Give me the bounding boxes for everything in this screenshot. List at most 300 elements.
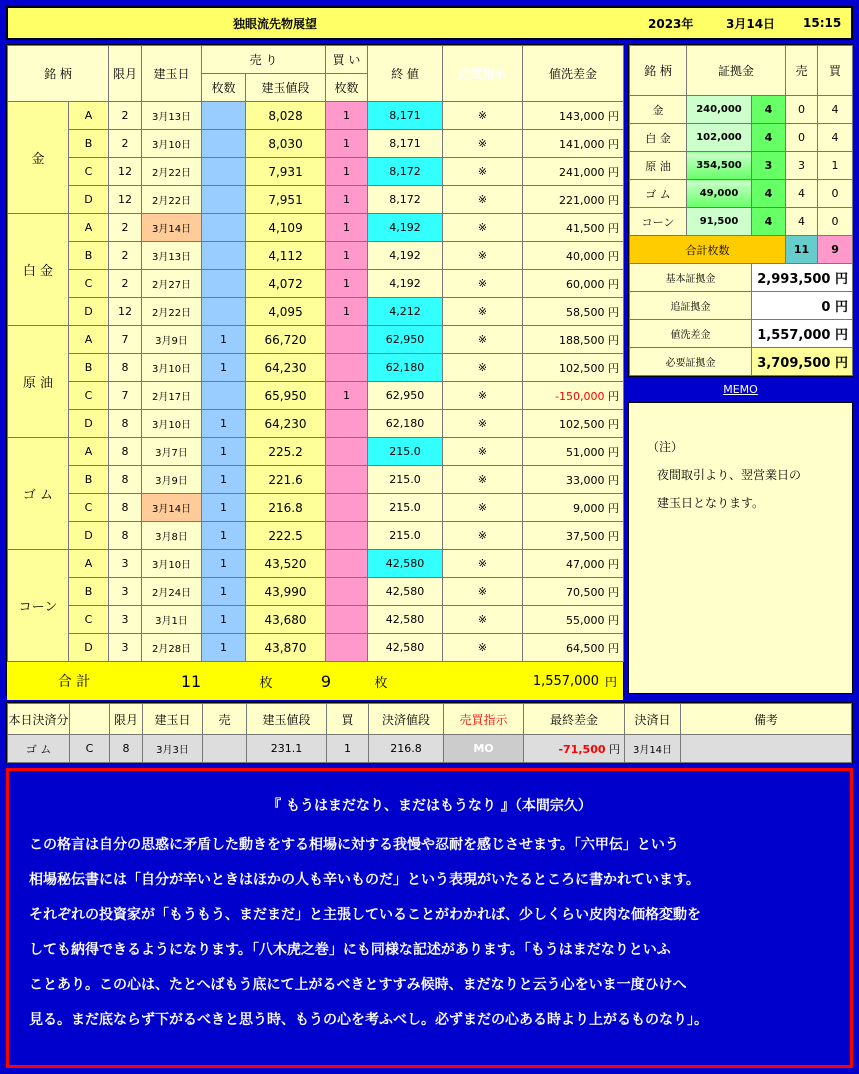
margin-header-meigara: 銘 柄 <box>630 46 687 96</box>
row-month: 12 <box>109 158 142 186</box>
row-diff: 143,000 <box>559 109 605 123</box>
row-close: 8,172 <box>368 158 443 186</box>
position-row <box>8 578 624 606</box>
settle-h-blank <box>70 704 110 735</box>
row-sell-qty <box>202 102 246 130</box>
row-instr: ※ <box>443 186 523 214</box>
row-key: D <box>69 522 109 550</box>
row-yen: 円 <box>608 529 620 543</box>
row-price: 4,072 <box>246 270 326 298</box>
row-key: A <box>69 214 109 242</box>
row-yen: 円 <box>608 417 620 431</box>
commodity-name: 金 <box>8 102 69 214</box>
row-price: 8,028 <box>246 102 326 130</box>
margin-sell: 3 <box>786 152 818 180</box>
row-buy-qty: 1 <box>326 186 368 214</box>
row-diff: 40,000 <box>566 249 605 263</box>
settlement-panel <box>6 702 853 763</box>
row-diff: 60,000 <box>566 277 605 291</box>
row-sell-qty: 1 <box>202 550 246 578</box>
margin-row <box>630 124 853 152</box>
row-buy-qty <box>326 634 368 662</box>
margin-header-uri: 売 <box>786 46 818 96</box>
row-diff: 47,000 <box>566 557 605 571</box>
margin-buy: 0 <box>818 208 853 236</box>
row-close: 215.0 <box>368 438 443 466</box>
position-row <box>8 130 624 158</box>
row-instr: ※ <box>443 550 523 578</box>
row-month: 2 <box>109 242 142 270</box>
margin-total-sell: 11 <box>786 236 818 264</box>
row-key: B <box>69 242 109 270</box>
row-diff: 188,500 <box>559 333 605 347</box>
row-buy-qty: 1 <box>326 214 368 242</box>
row-sell-qty: 1 <box>202 326 246 354</box>
row-diff: 141,000 <box>559 137 605 151</box>
row-date: 3月10日 <box>142 550 202 578</box>
position-row <box>8 410 624 438</box>
row-instr: ※ <box>443 270 523 298</box>
row-diff: 102,500 <box>559 361 605 375</box>
row-price: 43,520 <box>246 550 326 578</box>
margin-table <box>629 45 853 376</box>
margin-amount: 354,500 <box>687 152 752 180</box>
row-date: 3月13日 <box>142 242 202 270</box>
row-close: 42,580 <box>368 550 443 578</box>
row-instr: ※ <box>443 578 523 606</box>
position-row <box>8 298 624 326</box>
summary-value: 3,709,500 <box>757 356 831 371</box>
margin-total-buy: 9 <box>818 236 853 264</box>
row-price: 66,720 <box>246 326 326 354</box>
margin-buy: 4 <box>818 96 853 124</box>
row-key: B <box>69 354 109 382</box>
margin-header-shoko: 証拠金 <box>687 46 786 96</box>
row-close: 62,950 <box>368 382 443 410</box>
row-date: 3月14日 <box>142 214 202 242</box>
row-buy-qty <box>326 522 368 550</box>
margin-qty: 4 <box>752 124 786 152</box>
row-date: 3月8日 <box>142 522 202 550</box>
row-yen: 円 <box>608 193 620 207</box>
summary-label: 値洗差金 <box>630 320 752 348</box>
row-buy-qty <box>326 466 368 494</box>
header-kai: 買 い <box>326 46 368 74</box>
row-month: 3 <box>109 550 142 578</box>
settle-h-i: 最終差金 <box>524 704 625 735</box>
row-buy-qty <box>326 410 368 438</box>
row-instr: ※ <box>443 130 523 158</box>
row-date: 3月9日 <box>142 466 202 494</box>
margin-amount: 240,000 <box>687 96 752 124</box>
row-yen: 円 <box>608 473 620 487</box>
row-yen: 円 <box>608 137 620 151</box>
margin-name: 金 <box>630 96 687 124</box>
total-buy: 9 <box>291 662 361 700</box>
summary-value: 1,557,000 <box>757 328 831 343</box>
header-meigara: 銘 柄 <box>8 46 109 102</box>
row-price: 8,030 <box>246 130 326 158</box>
row-buy-qty: 1 <box>326 270 368 298</box>
row-close: 42,580 <box>368 578 443 606</box>
settle-name: ゴ ム <box>8 735 70 763</box>
row-sell-qty: 1 <box>202 634 246 662</box>
row-price: 43,870 <box>246 634 326 662</box>
row-key: C <box>69 494 109 522</box>
summary-label: 必要証拠金 <box>630 348 752 376</box>
margin-row <box>630 180 853 208</box>
year: 2023年 <box>648 16 694 31</box>
row-yen: 円 <box>608 585 620 599</box>
row-month: 8 <box>109 410 142 438</box>
row-month: 8 <box>109 494 142 522</box>
row-month: 8 <box>109 438 142 466</box>
margin-sell: 4 <box>786 180 818 208</box>
position-row <box>8 550 624 578</box>
memo-box <box>628 402 853 694</box>
row-buy-qty: 1 <box>326 382 368 410</box>
settle-h-d: 売 <box>203 704 247 735</box>
row-close: 4,212 <box>368 298 443 326</box>
margin-sell: 0 <box>786 124 818 152</box>
row-date: 3月1日 <box>142 606 202 634</box>
row-price: 64,230 <box>246 410 326 438</box>
row-close: 62,180 <box>368 354 443 382</box>
margin-amount: 91,500 <box>687 208 752 236</box>
header-diff: 値洗差金 <box>523 46 624 102</box>
row-instr: ※ <box>443 326 523 354</box>
margin-buy: 4 <box>818 124 853 152</box>
margin-name: コーン <box>630 208 687 236</box>
settle-h-k: 備考 <box>681 704 852 735</box>
row-key: C <box>69 158 109 186</box>
row-month: 2 <box>109 102 142 130</box>
settle-h-g: 決済値段 <box>369 704 444 735</box>
row-sell-qty: 1 <box>202 578 246 606</box>
total-label: 合 計 <box>7 662 141 700</box>
quote-line: ことあり。この心は、たとへばもう底にて上がるべきとすすみ候時、まだなりと云う心をいま一度ひけへ <box>29 977 687 993</box>
margin-total-label: 合計枚数 <box>630 236 786 264</box>
row-date: 3月10日 <box>142 354 202 382</box>
row-month: 8 <box>109 354 142 382</box>
row-diff: 102,500 <box>559 417 605 431</box>
row-month: 3 <box>109 578 142 606</box>
row-price: 43,990 <box>246 578 326 606</box>
settle-h-h: 売買指示 <box>444 704 524 735</box>
row-buy-qty <box>326 578 368 606</box>
row-yen: 円 <box>608 165 620 179</box>
position-row <box>8 214 624 242</box>
summary-yen: 円 <box>835 272 849 287</box>
settlement-table <box>7 703 852 763</box>
row-yen: 円 <box>608 277 620 291</box>
row-instr: ※ <box>443 466 523 494</box>
row-instr: ※ <box>443 214 523 242</box>
row-sell-qty: 1 <box>202 494 246 522</box>
row-price: 7,951 <box>246 186 326 214</box>
row-yen: 円 <box>608 641 620 655</box>
row-diff: 70,500 <box>566 585 605 599</box>
row-yen: 円 <box>608 305 620 319</box>
quote-box <box>6 768 853 1068</box>
row-sell-qty <box>202 298 246 326</box>
row-date: 2月28日 <box>142 634 202 662</box>
row-sell-qty <box>202 242 246 270</box>
header-owarine: 終 値 <box>368 46 443 102</box>
commodity-name: コーン <box>8 550 69 662</box>
row-close: 215.0 <box>368 494 443 522</box>
row-date: 3月14日 <box>142 494 202 522</box>
row-sell-qty: 1 <box>202 438 246 466</box>
row-date: 2月27日 <box>142 270 202 298</box>
row-buy-qty <box>326 494 368 522</box>
memo-line2: 夜間取引より、翌営業日の <box>657 468 802 482</box>
row-close: 4,192 <box>368 214 443 242</box>
position-row <box>8 354 624 382</box>
memo-line1: （注） <box>647 440 684 454</box>
margin-name: ゴ ム <box>630 180 687 208</box>
row-month: 12 <box>109 298 142 326</box>
quote-line: 見る。まだ底ならず下がるべきと思う時、もうの心を考ふべし。必ずまだの心ある時より上がるものなり」。 <box>29 1012 708 1028</box>
position-row <box>8 606 624 634</box>
header-instr: 売買指示 <box>443 46 523 102</box>
row-buy-qty <box>326 606 368 634</box>
row-instr: ※ <box>443 606 523 634</box>
settle-k: C <box>70 735 110 763</box>
margin-qty: 4 <box>752 96 786 124</box>
row-sell-qty: 1 <box>202 522 246 550</box>
row-date: 2月22日 <box>142 298 202 326</box>
row-sell-qty <box>202 382 246 410</box>
row-instr: ※ <box>443 298 523 326</box>
row-month: 2 <box>109 270 142 298</box>
memo-link[interactable]: MEMO <box>723 383 758 396</box>
total-row <box>7 662 623 700</box>
row-month: 7 <box>109 382 142 410</box>
position-row <box>8 382 624 410</box>
margin-name: 白 金 <box>630 124 687 152</box>
commodity-name: 白 金 <box>8 214 69 326</box>
row-close: 215.0 <box>368 466 443 494</box>
row-instr: ※ <box>443 634 523 662</box>
row-sell-qty: 1 <box>202 410 246 438</box>
position-row <box>8 186 624 214</box>
margin-name: 原 油 <box>630 152 687 180</box>
settle-price: 231.1 <box>247 735 327 763</box>
settle-yen: 円 <box>609 742 620 756</box>
row-month: 2 <box>109 130 142 158</box>
position-row <box>8 158 624 186</box>
row-price: 4,109 <box>246 214 326 242</box>
row-key: C <box>69 270 109 298</box>
margin-amount: 102,000 <box>687 124 752 152</box>
row-buy-qty: 1 <box>326 102 368 130</box>
position-row <box>8 522 624 550</box>
summary-label: 追証拠金 <box>630 292 752 320</box>
row-sell-qty: 1 <box>202 606 246 634</box>
title-bar <box>6 6 853 40</box>
positions-table <box>7 45 624 662</box>
margin-row <box>630 152 853 180</box>
margin-qty: 4 <box>752 208 786 236</box>
row-sell-qty: 1 <box>202 354 246 382</box>
row-price: 221.6 <box>246 466 326 494</box>
row-key: A <box>69 438 109 466</box>
row-diff: 58,500 <box>566 305 605 319</box>
quote-line: それぞれの投資家が「もうもう、まだまだ」と主張していることがわかれば、少しくらい皮肉な価格変動を <box>29 907 701 923</box>
total-yen: 円 <box>599 662 623 700</box>
margin-buy: 0 <box>818 180 853 208</box>
settle-date: 3月3日 <box>143 735 203 763</box>
row-yen: 円 <box>608 557 620 571</box>
row-month: 8 <box>109 522 142 550</box>
row-buy-qty <box>326 550 368 578</box>
row-key: D <box>69 298 109 326</box>
row-buy-qty <box>326 354 368 382</box>
row-close: 62,950 <box>368 326 443 354</box>
position-row <box>8 242 624 270</box>
row-instr: ※ <box>443 522 523 550</box>
row-date: 3月13日 <box>142 102 202 130</box>
row-price: 216.8 <box>246 494 326 522</box>
row-yen: 円 <box>608 249 620 263</box>
summary-yen: 円 <box>835 328 849 343</box>
row-diff: 241,000 <box>559 165 605 179</box>
row-close: 4,192 <box>368 270 443 298</box>
row-price: 222.5 <box>246 522 326 550</box>
row-yen: 円 <box>608 221 620 235</box>
row-yen: 円 <box>608 501 620 515</box>
row-key: D <box>69 634 109 662</box>
settle-h-c: 建玉日 <box>143 704 203 735</box>
position-row <box>8 326 624 354</box>
row-buy-qty: 1 <box>326 158 368 186</box>
row-close: 42,580 <box>368 606 443 634</box>
summary-yen: 円 <box>835 356 849 371</box>
row-price: 225.2 <box>246 438 326 466</box>
margin-sell: 0 <box>786 96 818 124</box>
row-buy-qty: 1 <box>326 298 368 326</box>
margin-panel <box>628 44 853 377</box>
row-close: 8,172 <box>368 186 443 214</box>
margin-row <box>630 208 853 236</box>
summary-value: 0 <box>821 300 831 315</box>
settle-m: 8 <box>110 735 143 763</box>
row-close: 4,192 <box>368 242 443 270</box>
row-date: 3月10日 <box>142 410 202 438</box>
date: 3月14日 <box>726 16 776 31</box>
settle-sell <box>203 735 247 763</box>
row-diff: 33,000 <box>566 473 605 487</box>
row-price: 4,095 <box>246 298 326 326</box>
row-instr: ※ <box>443 382 523 410</box>
row-diff: -150,000 <box>555 389 605 403</box>
row-key: B <box>69 466 109 494</box>
row-sell-qty <box>202 186 246 214</box>
quote-line: 相場秘伝書には「自分が辛いときはほかの人も辛いものだ」という表現がいたるところに書かれています。 <box>29 872 700 888</box>
row-sell-qty <box>202 214 246 242</box>
row-key: D <box>69 186 109 214</box>
row-key: B <box>69 578 109 606</box>
settle-final: -71,500 <box>558 742 606 756</box>
header-uri: 売 り <box>202 46 326 74</box>
row-yen: 円 <box>608 109 620 123</box>
row-date: 3月7日 <box>142 438 202 466</box>
position-row <box>8 270 624 298</box>
row-price: 64,230 <box>246 354 326 382</box>
row-yen: 円 <box>608 389 620 403</box>
row-price: 65,950 <box>246 382 326 410</box>
commodity-name: ゴ ム <box>8 438 69 550</box>
settle-h-e: 建玉値段 <box>247 704 327 735</box>
header-gengetsu: 限月 <box>109 46 142 102</box>
row-close: 215.0 <box>368 522 443 550</box>
margin-row <box>630 96 853 124</box>
total-mai2: 枚 <box>361 662 401 700</box>
quote-line: しても納得できるようになります。「八木虎之巻」にも同様な記述があります。「もうはまだなりといふ <box>29 942 671 958</box>
row-month: 12 <box>109 186 142 214</box>
row-key: A <box>69 550 109 578</box>
row-month: 2 <box>109 214 142 242</box>
row-buy-qty: 1 <box>326 242 368 270</box>
header-tatene: 建玉値段 <box>246 74 326 102</box>
position-row <box>8 438 624 466</box>
row-date: 3月9日 <box>142 326 202 354</box>
margin-qty: 4 <box>752 180 786 208</box>
row-price: 7,931 <box>246 158 326 186</box>
row-key: C <box>69 382 109 410</box>
settle-h-a: 本日決済分 <box>8 704 70 735</box>
row-diff: 41,500 <box>566 221 605 235</box>
settle-note <box>681 735 852 763</box>
row-key: B <box>69 130 109 158</box>
header-buy-qty: 枚数 <box>326 74 368 102</box>
positions-panel <box>6 44 624 696</box>
row-date: 2月17日 <box>142 382 202 410</box>
row-diff: 55,000 <box>566 613 605 627</box>
commodity-name: 原 油 <box>8 326 69 438</box>
row-sell-qty <box>202 270 246 298</box>
total-mai: 枚 <box>241 662 291 700</box>
row-date: 3月10日 <box>142 130 202 158</box>
summary-label: 基本証拠金 <box>630 264 752 292</box>
row-diff: 9,000 <box>573 501 605 515</box>
row-buy-qty: 1 <box>326 130 368 158</box>
row-yen: 円 <box>608 445 620 459</box>
row-diff: 51,000 <box>566 445 605 459</box>
memo-line3: 建玉日となります。 <box>657 496 765 510</box>
row-month: 3 <box>109 634 142 662</box>
header-tateyo: 建玉日 <box>142 46 202 102</box>
quote-line: この格言は自分の思惑に矛盾した動きをする相場に対する我慢や忍耐を感じさせます。「六甲伝」という <box>29 837 679 853</box>
quote-title: 『 もうはまだなり、まだはもうなり 』（本間宗久） <box>267 798 592 814</box>
margin-qty: 3 <box>752 152 786 180</box>
row-date: 2月22日 <box>142 158 202 186</box>
total-sell: 11 <box>141 662 241 700</box>
position-row <box>8 102 624 130</box>
summary-value: 2,993,500 <box>757 272 831 287</box>
row-date: 2月24日 <box>142 578 202 606</box>
margin-sell: 4 <box>786 208 818 236</box>
settle-close: 216.8 <box>369 735 444 763</box>
summary-yen: 円 <box>835 300 849 315</box>
row-instr: ※ <box>443 410 523 438</box>
settle-h-b: 限月 <box>110 704 143 735</box>
time: 15:15 <box>803 16 842 30</box>
position-row <box>8 466 624 494</box>
row-month: 3 <box>109 606 142 634</box>
row-price: 4,112 <box>246 242 326 270</box>
